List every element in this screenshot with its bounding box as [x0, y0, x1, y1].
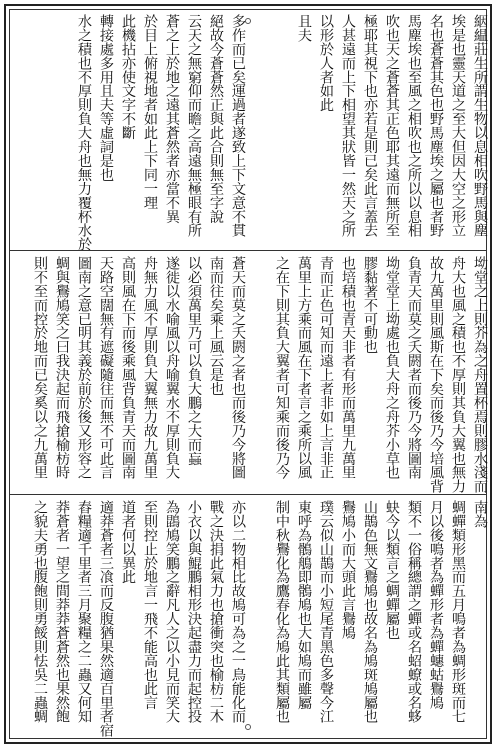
text-column: 絪緼莊生所謂生物以息相吹野馬與塵	[472, 14, 488, 238]
text-column: 鸒鳩小而大頭此言鸒鳩	[340, 500, 356, 640]
text-column: 於目上俯視地者如此上下同一理	[142, 14, 158, 210]
text-column: 埃是也靈天道之至大但因大空之形立	[450, 14, 466, 238]
text-column: 蜩蟬類形黑而五月鳴者為蜩形斑而七	[450, 500, 466, 724]
text-column: 舟大也風之積也不厚則其負大翼也無力	[450, 256, 466, 494]
text-column: 月以後鳴者為蟬形者為蟬蟪蛄鸒鳩	[428, 500, 444, 710]
text-column: 故九萬里則風斯在下矣而後乃今培風背	[428, 256, 444, 494]
text-column: 名也蒼蒼其色也野馬塵埃之屬也者野	[428, 14, 444, 238]
text-column: 類不一俗稱總謂之蟬或名蛁蟟或名蛥	[406, 500, 422, 724]
text-column: 山鵲色無文鸒鳩也故名為鳩斑鳩屬也	[362, 500, 378, 724]
text-column: 絕故今蒼蒼然正與此合則無至字說	[208, 14, 224, 224]
text-column: 道者何以異此	[120, 500, 136, 584]
text-column: 水之積也不厚則負大舟也無力覆杯水於	[76, 14, 92, 252]
text-column: 人甚遠而上下相望其狀皆一然天之所	[340, 14, 356, 238]
text-column: 青而正色可知而遠上者非如上言非正	[318, 256, 334, 480]
text-column: 蒼之上於地之遠其蒼然者亦當不異	[164, 14, 180, 224]
text-column: 亦以二物相比故鳩可為之一鳥能化而	[230, 500, 246, 724]
text-column: 之貌夫勇也腹飽則勇餒則怯吳二蟲蜩	[32, 500, 48, 724]
text-column: 以必須萬里乃可以負大鵬之大而蝱	[186, 256, 202, 466]
text-column: 負青天而莫之夭閼者而後乃今將圖南	[406, 256, 422, 480]
text-column: 坳堂堂上坳處也負大舟之舟芥小草也	[384, 256, 400, 480]
text-column: 適莽蒼者三飡而反腹猶果然適百里者宿	[98, 500, 114, 738]
text-column: 多作而已矣運過者遂致上下文意不貫	[230, 14, 246, 238]
text-column: 南為	[472, 500, 488, 528]
text-column: 圖南之意已明其義於前於後又形容之	[76, 256, 92, 480]
text-column: 極耶其視下也亦若是則已矣此言蓋去	[362, 14, 378, 238]
text-column: 東呼為鶻鵃即鶻鳩也大如鳩而雖屬	[296, 500, 312, 710]
text-column: 舟無力風不厚則負大翼無力故九萬里	[142, 256, 158, 480]
text-column: 坳堂之上則芥為之舟置杯焉則膠水淺而	[472, 256, 488, 494]
text-column: 膠黏著不可動也	[362, 256, 378, 354]
text-column: 璞云似山鵲而小短尾青黑色多聲今江	[318, 500, 334, 724]
text-column: 制中秋鸒化為鷹春化為鳩此其類屬也	[274, 500, 290, 724]
text-column: 吹也天之蒼蒼其正色耶其遠而無所至	[384, 14, 400, 238]
fold-mark	[242, 10, 252, 738]
text-column: 莽蒼者一望之間莽莽蒼蒼然也果然飽	[54, 500, 70, 724]
book-page	[4, 4, 492, 744]
text-column: 遂徙以水喻風以舟喻翼水不厚則負大	[164, 256, 180, 480]
text-column: 也培積也青天非者有形而萬里九萬里	[340, 256, 356, 480]
text-column: 為鵾鳩笑鵬之辭凡人之以小見而笑大	[164, 500, 180, 724]
text-column: 蒼天而莫之夭閼之者也而後乃今將圖	[230, 256, 246, 480]
text-column: 南而往矣乘上風云是也	[208, 256, 224, 396]
text-column: 至則控止於地言一飛不能高也此言	[142, 500, 158, 710]
text-column: 舂糧適千里者三月聚糧之二蟲又何知	[76, 500, 92, 724]
text-column: 高則風在下而後乘風背負青天而圖南	[120, 256, 136, 480]
text-column: 萬里上方乘而風在下者言之乘所以風	[296, 256, 312, 480]
text-column: 蚗今以類言之蜩蟬屬也	[384, 500, 400, 640]
page-frame	[9, 9, 487, 739]
text-column: 轉接處多用且夫等虛詞是也	[98, 14, 114, 182]
text-column: 小衣以與鯤鵬相形決起盡力而起控投	[186, 500, 202, 724]
text-column: 馬塵埃也至風之相吹也之所以以息相	[406, 14, 422, 238]
text-column: 此機拈亦使文字不斷	[120, 14, 136, 140]
text-column: 天路空闊無有遮礙隨往而無不可此言	[98, 256, 114, 480]
text-column: 戰之決捐此氣力也搶衝突也榆枋二木	[208, 500, 224, 724]
text-column: 蜩與鸒鳩笑之曰我決起而飛搶榆枋時	[54, 256, 70, 480]
text-column: 以形於人者如此	[318, 14, 334, 112]
text-column: 則不至而控於地而已矣奚以之九萬里	[32, 256, 48, 480]
text-column: 之在下則其負大翼者可知乘而後乃今	[274, 256, 290, 480]
text-column: 云天之無窮仰而瞻之高遠無極眼有所	[186, 14, 202, 238]
text-column: 且夫	[296, 14, 312, 42]
